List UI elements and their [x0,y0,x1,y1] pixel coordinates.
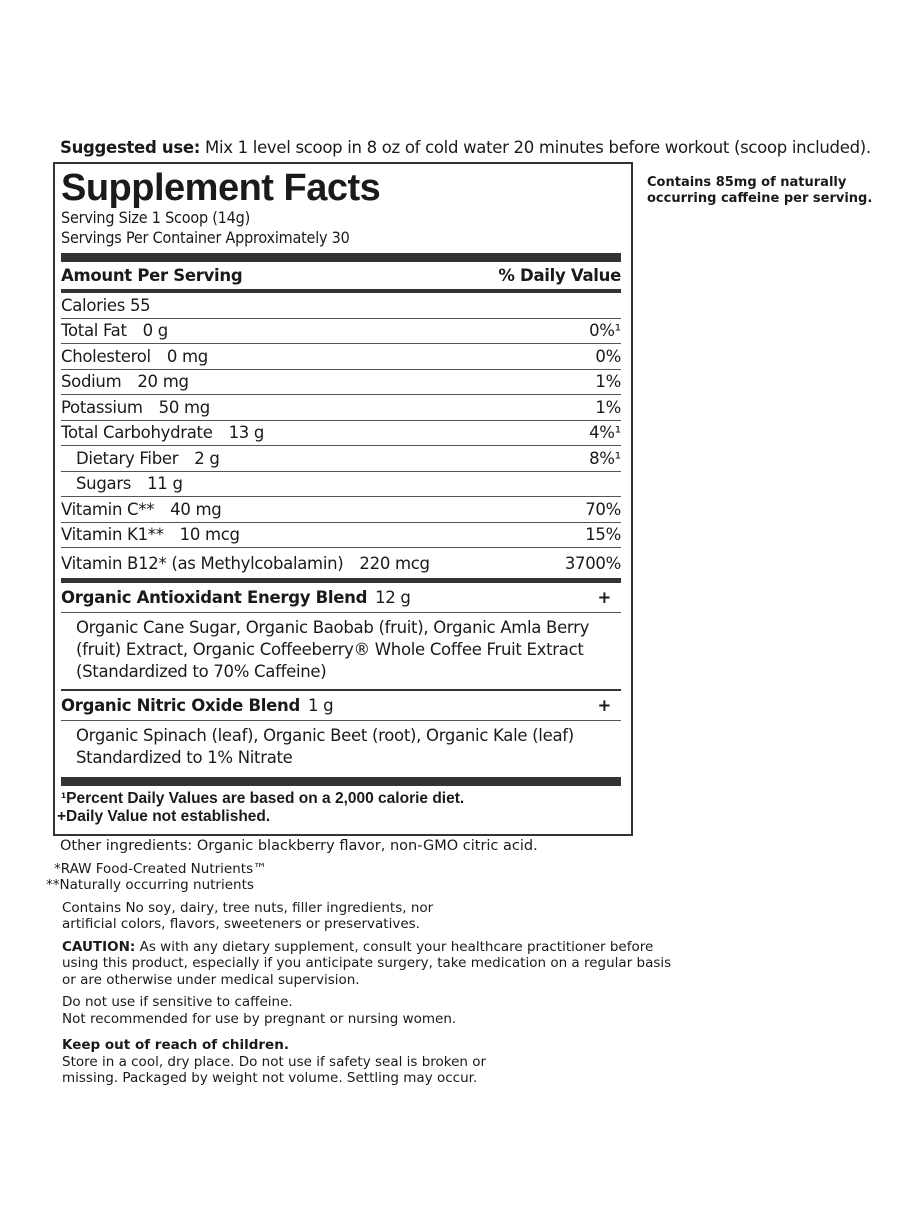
nutrient-name: Vitamin C** [61,499,155,519]
caffeine-note: Contains 85mg of naturally occurring caffeine per serving. [647,175,873,206]
nutrient-dv: 0% [595,346,621,366]
nutrient-amount: 0 mg [166,346,208,366]
calories-row [61,293,621,319]
keep-out-of-reach: Keep out of reach of children. [62,1037,289,1053]
caffeine-warning: Do not use if sensitive to caffeine. [62,994,293,1010]
header-daily-value: % Daily Value [498,266,621,285]
nutrient-name: Total Carbohydrate [61,423,213,443]
blend-amount: 12 g [375,588,411,607]
table-row [61,548,621,578]
blend-name: Organic Antioxidant Energy Blend [61,588,368,607]
nutrient-dv: 3700% [564,553,621,573]
blend-dv: + [597,588,611,607]
blend-amount: 1 g [307,696,334,715]
blend-dv: + [597,696,611,715]
nutrient-name: Vitamin K1** [61,525,164,545]
nutrient-name: Cholesterol [61,346,151,366]
table-row [61,344,621,370]
nutrient-dv: 0%¹ [589,321,621,341]
table-header [61,262,621,293]
nutrient-name: Sodium [61,372,122,392]
supplement-facts-panel [53,162,633,836]
nutrient-amount: 11 g [147,474,183,494]
nutrient-dv: 1% [595,372,621,392]
serving-size: Serving Size 1 Scoop (14g) [61,208,250,227]
caution-text: As with any dietary supplement, consult your healthcare practitioner before using this product, especially if you anticipate surgery, take medication on a regular basis or are otherwise under medical supervision. [62,938,672,988]
nutrient-name: Potassium [61,397,143,417]
nutrient-amount: 10 mcg [179,525,240,545]
storage-instructions: Store in a cool, dry place. Do not use if safety seal is broken or missing. Packaged by weight not volume. Settling may occur. [62,1053,487,1086]
servings-per-container: Servings Per Container Approximately 30 [61,228,350,247]
nutrient-name: Dietary Fiber [76,448,179,468]
label-notes [46,838,702,1087]
blend-header [61,583,621,613]
nutrient-dv: 15% [585,525,621,545]
table-row [61,421,621,447]
nutrient-amount: 2 g [194,448,220,468]
table-row [61,497,621,523]
nutrient-rows [61,319,621,579]
nutrient-name: Vitamin B12* (as Methylcobalamin) [61,553,344,573]
blend-ingredients: Organic Cane Sugar, Organic Baobab (fruit), Organic Amla Berry (fruit) Extract, Organic Coffeeberry® Whole Coffee Fruit Extract (Standardized to 70% Caffeine) [61,613,621,691]
footnote-plus: +Daily Value not established. [57,808,271,825]
table-row [61,472,621,498]
suggested-use [60,138,871,157]
suggested-use-text: Mix 1 level scoop in 8 oz of cold water 20 minutes before workout (scoop included). [200,138,871,157]
panel-title: Supplement Facts [61,167,381,209]
nutrient-amount: 50 mg [158,397,210,417]
nutrient-dv: 8%¹ [589,448,621,468]
nutrient-amount: 20 mg [137,372,189,392]
pregnancy-warning: Not recommended for use by pregnant or nursing women. [62,1010,457,1027]
table-row [61,446,621,472]
thick-divider [61,777,621,786]
blend-header [61,691,621,721]
nutrient-name: Sugars [76,474,132,494]
header-amount-per-serving: Amount Per Serving [61,266,243,285]
suggested-use-label: Suggested use: [60,138,201,157]
thick-divider [61,253,621,262]
nutrient-amount: 40 mg [170,499,222,519]
table-row [61,523,621,549]
nutrient-dv: 1% [595,397,621,417]
naturally-occurring-note: **Naturally occurring nutrients [46,877,254,893]
footnote-dv: ¹Percent Daily Values are based on a 2,000 calorie diet. [61,790,465,807]
nutrient-dv: 70% [585,499,621,519]
table-row [61,319,621,345]
nutrient-amount: 0 g [142,321,168,341]
nutrient-amount: 13 g [228,423,265,443]
nutrient-amount: 220 mcg [359,553,430,573]
raw-food-note: *RAW Food-Created Nutrients™ [54,860,267,877]
table-row [61,395,621,421]
other-ingredients: Other ingredients: Organic blackberry flavor, non-GMO citric acid. [60,838,538,854]
nutrient-name: Total Fat [61,321,127,341]
caution [62,939,672,989]
contains-no: Contains No soy, dairy, tree nuts, filler ingredients, nor artificial colors, flavors, sweeteners or preservatives. [62,899,434,932]
blend-name: Organic Nitric Oxide Blend [61,696,300,715]
caution-label: CAUTION: [62,938,136,955]
table-row [61,370,621,396]
nutrient-dv: 4%¹ [589,423,621,443]
calories-label: Calories 55 [61,295,151,315]
blend-ingredients: Organic Spinach (leaf), Organic Beet (root), Organic Kale (leaf) Standardized to 1% Nitrate [76,726,574,767]
